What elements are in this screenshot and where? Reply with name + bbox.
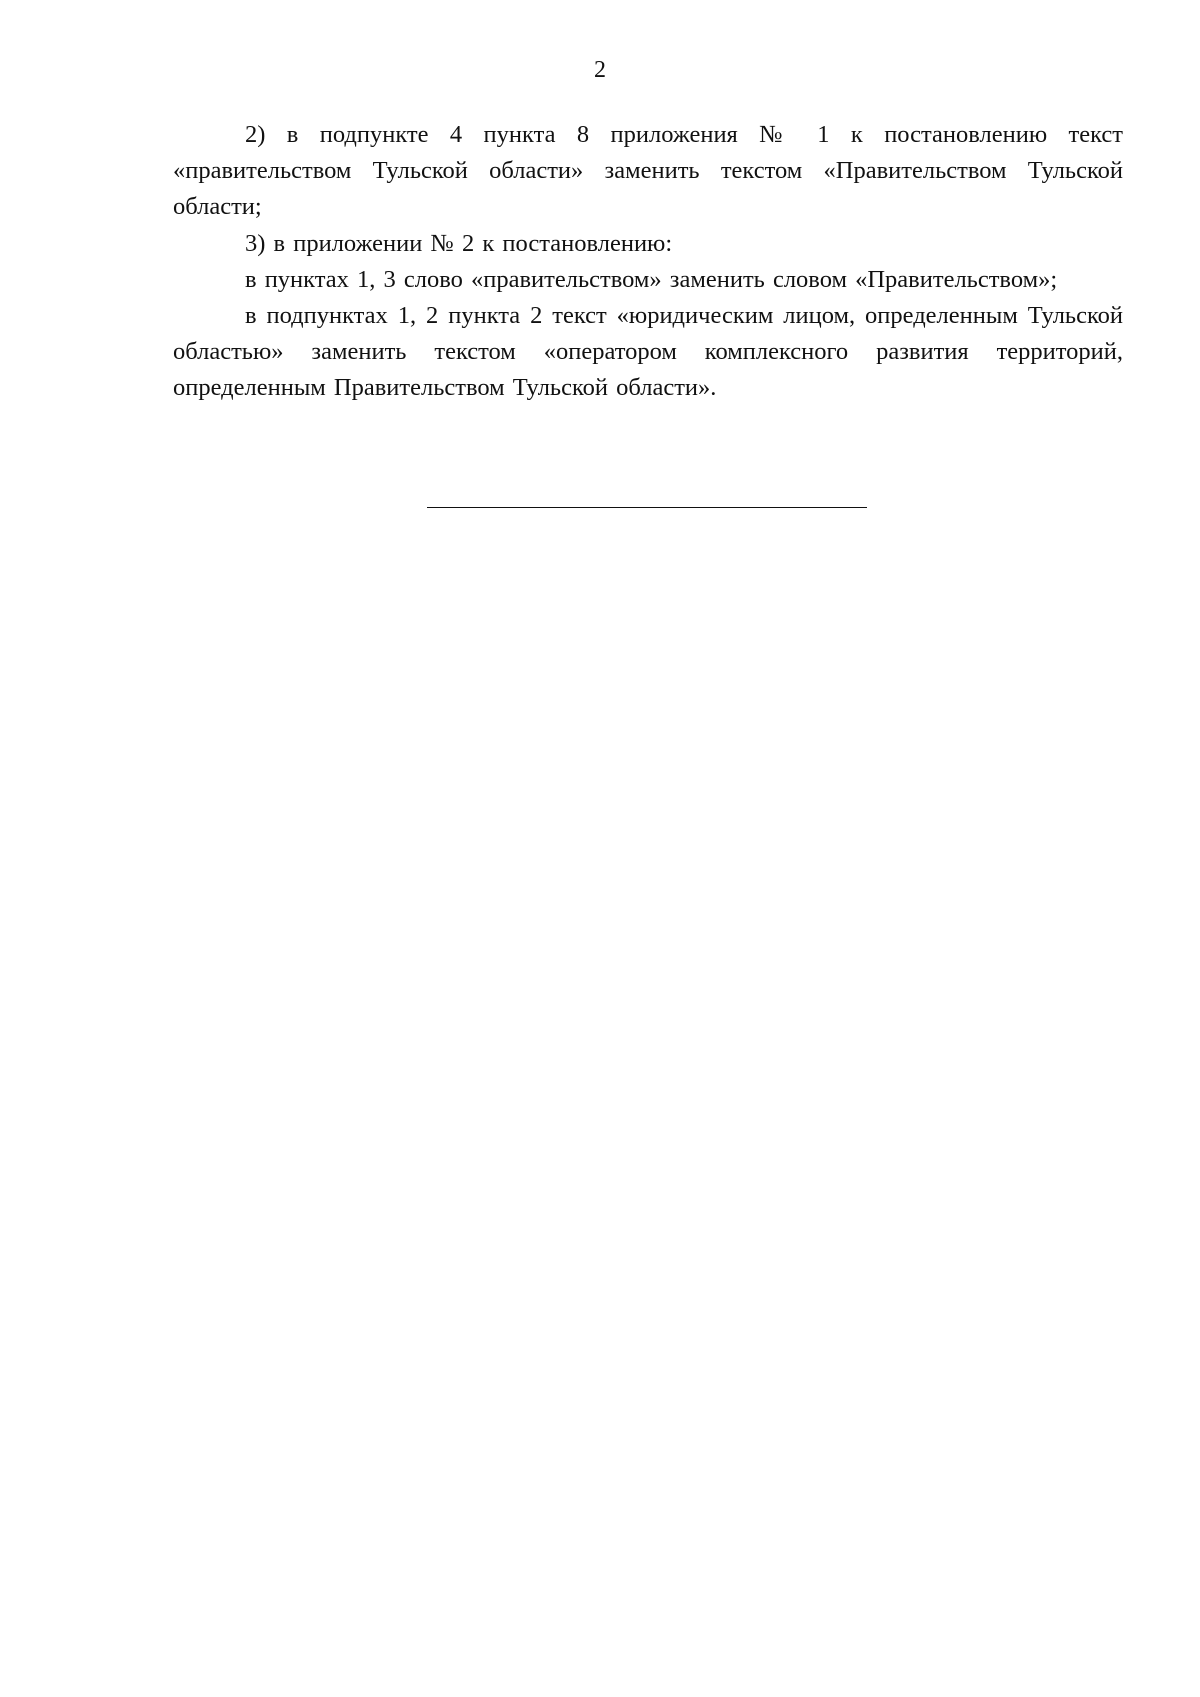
document-body (173, 117, 1123, 407)
paragraph-points-1-3: в пунктах 1, 3 слово «правительством» заменить словом «Правительством»; (245, 265, 1058, 293)
paragraph-item-3: 3) в приложении № 2 к постановлению: (245, 229, 673, 257)
paragraph-subpoints-1-2: в подпунктах 1, 2 пункта 2 текст «юридическим лицом, определенным Тульской областью» заменить текстом «оператором комплексного развития территорий, определенным Правительством Тульской области». (173, 302, 1123, 402)
paragraph-item-2: 2) в подпункте 4 пункта 8 приложения № 1 к постановлению текст «правительством Тульской области» заменить текстом «Правительством Тульской области; (173, 121, 1123, 221)
page-number: 2 (594, 57, 606, 83)
end-separator-line (427, 507, 867, 508)
